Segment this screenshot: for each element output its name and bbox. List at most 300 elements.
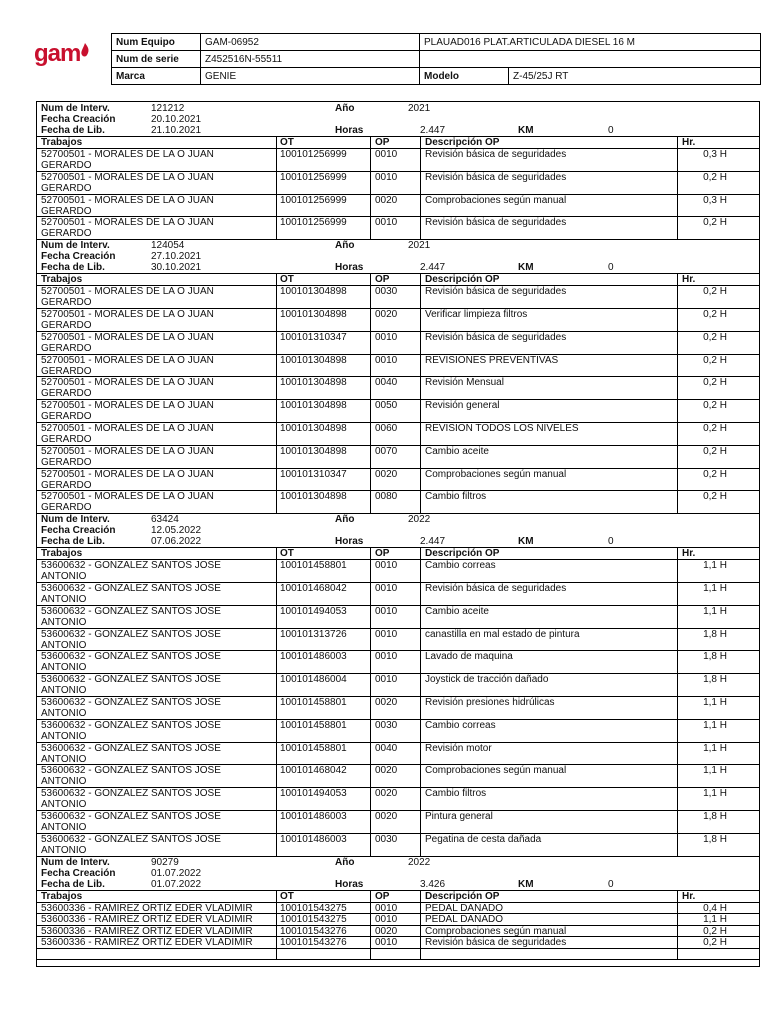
num-interv-value: 63424 [151, 514, 179, 526]
descripcion-value: Cambio correas [425, 560, 496, 572]
hr-value: 0,2 H [703, 309, 727, 320]
descripcion-value: Comprobaciones según manual [425, 194, 567, 206]
km-label: KM [518, 536, 534, 548]
km-value: 0 [608, 262, 614, 274]
anio-label: Año [335, 103, 355, 114]
num-interv-value: 90279 [151, 856, 179, 868]
trabajo-name-cont: ANTONIO [41, 822, 87, 833]
descripcion-value: Revisión presiones hidrúlicas [425, 697, 555, 708]
fecha-lib-label: Fecha de Lib. [41, 536, 105, 548]
trabajo-name-cont: ANTONIO [41, 844, 87, 856]
table-row [37, 650, 759, 673]
ot-value: 100101486003 [280, 651, 347, 663]
hr-header: Hr. [682, 890, 696, 902]
hr-value: 1,8 H [703, 833, 727, 845]
horas-value: 2.447 [420, 262, 446, 274]
descripcion-value: Pegatina de cesta dañada [425, 833, 542, 845]
trabajo-name: 53600336 - RAMIREZ ORTIZ EDER VLADIMIR [41, 937, 253, 949]
trabajo-name-cont: ANTONIO [41, 571, 87, 583]
anio-value: 2021 [408, 103, 431, 114]
trabajo-name-cont: GERARDO [41, 297, 92, 309]
hr-value: 1,1 H [703, 560, 727, 572]
hr-value: 0,2 H [703, 354, 727, 366]
hr-value: 1,8 H [703, 628, 727, 640]
trabajo-name: 52700501 - MORALES DE LA O JUAN [41, 331, 214, 343]
column-divider [677, 948, 678, 959]
op-value: 0020 [375, 925, 398, 937]
intervention-info [37, 239, 759, 273]
op-value: 0030 [375, 719, 398, 731]
anio-value: 2022 [408, 856, 431, 868]
ot-header: OT [280, 890, 294, 902]
modelo-label: Modelo [420, 68, 509, 85]
trabajo-name: 52700501 - MORALES DE LA O JUAN [41, 309, 214, 320]
trabajo-name: 53600632 - GONZALEZ SANTOS JOSE [41, 605, 221, 617]
fecha-lib-value: 21.10.2021 [151, 125, 202, 136]
trabajo-name: 52700501 - MORALES DE LA O JUAN [41, 423, 214, 434]
op-value: 0010 [375, 937, 398, 949]
fecha-lib-label: Fecha de Lib. [41, 878, 105, 890]
hr-value: 0,3 H [703, 149, 727, 160]
trabajo-name-cont: ANTONIO [41, 639, 87, 651]
ot-value: 100101304898 [280, 286, 347, 298]
trabajos-header: Trabajos [41, 890, 83, 902]
table-row [37, 216, 759, 239]
hr-value: 0,2 H [703, 468, 727, 480]
num-serie-label: Num de serie [112, 51, 201, 68]
fecha-lib-value: 01.07.2022 [151, 878, 202, 890]
fecha-creacion-label: Fecha Creación [41, 867, 116, 879]
descripcion-header: Descripción OP [425, 548, 500, 560]
op-value: 0030 [375, 833, 398, 845]
trabajo-name-cont: ANTONIO [41, 753, 87, 765]
ot-value: 100101458801 [280, 742, 347, 754]
trabajo-name: 53600632 - GONZALEZ SANTOS JOSE [41, 583, 221, 594]
trabajo-name: 52700501 - MORALES DE LA O JUAN [41, 286, 214, 298]
table-row [37, 764, 759, 787]
op-value: 0010 [375, 902, 398, 914]
table-row [37, 628, 759, 651]
horas-value: 2.447 [420, 125, 446, 136]
op-value: 0020 [375, 788, 398, 800]
trabajo-name: 53600336 - RAMIREZ ORTIZ EDER VLADIMIR [41, 902, 253, 914]
ot-value: 100101310347 [280, 331, 347, 343]
horas-label: Horas [335, 125, 364, 136]
op-value: 0040 [375, 742, 398, 754]
fecha-lib-value: 07.06.2022 [151, 536, 202, 548]
ot-value: 100101494053 [280, 788, 347, 800]
trabajo-name-cont: ANTONIO [41, 799, 87, 811]
descripcion-value: Revisión básica de seguridades [425, 149, 567, 160]
descripcion-value: Revisión básica de seguridades [425, 331, 567, 343]
op-value: 0010 [375, 605, 398, 617]
fecha-creacion-label: Fecha Creación [41, 251, 116, 263]
table-row [37, 582, 759, 605]
horas-label: Horas [335, 878, 364, 890]
descripcion-value: canastilla en mal estado de pintura [425, 628, 580, 640]
ot-value: 100101304898 [280, 309, 347, 320]
op-value: 0060 [375, 423, 398, 434]
ot-value: 100101304898 [280, 354, 347, 366]
trabajo-name-cont: ANTONIO [41, 616, 87, 628]
descripcion-value: Revisión básica de seguridades [425, 937, 567, 949]
trabajo-name: 53600632 - GONZALEZ SANTOS JOSE [41, 697, 221, 708]
column-headers [37, 273, 759, 285]
empty-cell [420, 51, 761, 68]
table-row [37, 787, 759, 810]
column-headers [37, 890, 759, 902]
trabajo-name: 52700501 - MORALES DE LA O JUAN [41, 400, 214, 412]
descripcion-value: Revisión básica de seguridades [425, 217, 567, 229]
table-row [37, 422, 759, 445]
trabajos-header: Trabajos [41, 548, 83, 560]
op-value: 0010 [375, 149, 398, 160]
num-interv-label: Num de Interv. [41, 514, 110, 526]
table-row [37, 171, 759, 194]
descripcion-value: Revisión básica de seguridades [425, 286, 567, 298]
hr-value: 0,3 H [703, 194, 727, 206]
column-divider [370, 273, 371, 513]
table-row [37, 810, 759, 833]
table-row [37, 285, 759, 308]
trabajo-name: 52700501 - MORALES DE LA O JUAN [41, 149, 214, 160]
hr-value: 1,1 H [703, 697, 727, 708]
horas-label: Horas [335, 262, 364, 274]
op-value: 0010 [375, 628, 398, 640]
op-value: 0020 [375, 309, 398, 320]
table-row [37, 719, 759, 742]
trabajo-name-cont: ANTONIO [41, 685, 87, 697]
fecha-creacion-label: Fecha Creación [41, 525, 116, 537]
op-value: 0040 [375, 377, 398, 389]
trabajo-name: 52700501 - MORALES DE LA O JUAN [41, 445, 214, 457]
trabajo-name: 52700501 - MORALES DE LA O JUAN [41, 377, 214, 389]
ot-value: 100101486003 [280, 833, 347, 845]
num-interv-label: Num de Interv. [41, 240, 110, 252]
ot-value: 100101458801 [280, 697, 347, 708]
ot-value: 100101468042 [280, 765, 347, 777]
trabajo-name-cont: ANTONIO [41, 594, 87, 605]
table-row [37, 376, 759, 399]
fecha-lib-label: Fecha de Lib. [41, 125, 105, 136]
hr-value: 1,8 H [703, 811, 727, 822]
table-row [37, 399, 759, 422]
ot-value: 100101543276 [280, 925, 347, 937]
num-interv-label: Num de Interv. [41, 856, 110, 868]
ot-value: 100101313726 [280, 628, 347, 640]
descripcion-header: Descripción OP [425, 137, 500, 148]
km-label: KM [518, 878, 534, 890]
descripcion-value: Revisión motor [425, 742, 492, 754]
descripcion-value: Revisión básica de seguridades [425, 171, 567, 183]
op-value: 0020 [375, 468, 398, 480]
trabajo-name-cont: GERARDO [41, 365, 92, 377]
trabajo-name: 52700501 - MORALES DE LA O JUAN [41, 354, 214, 366]
trabajo-name-cont: GERARDO [41, 342, 92, 354]
ot-value: 100101304898 [280, 423, 347, 434]
trabajo-name: 53600632 - GONZALEZ SANTOS JOSE [41, 719, 221, 731]
anio-label: Año [335, 240, 355, 252]
hr-value: 1,1 H [703, 583, 727, 594]
ot-value: 100101543275 [280, 902, 347, 914]
intervention-info [37, 856, 759, 890]
marca-label: Marca [112, 68, 201, 85]
hr-value: 1,8 H [703, 651, 727, 663]
trabajo-name: 52700501 - MORALES DE LA O JUAN [41, 468, 214, 480]
trabajo-name-cont: ANTONIO [41, 730, 87, 742]
trabajo-name: 53600632 - GONZALEZ SANTOS JOSE [41, 651, 221, 663]
fecha-creacion-value: 12.05.2022 [151, 525, 202, 537]
op-value: 0010 [375, 217, 398, 229]
trabajo-name: 52700501 - MORALES DE LA O JUAN [41, 171, 214, 183]
column-divider [370, 890, 371, 948]
descripcion-value: Lavado de maquina [425, 651, 513, 663]
trabajo-name: 53600632 - GONZALEZ SANTOS JOSE [41, 788, 221, 800]
flame-icon [80, 43, 90, 59]
descripcion-value: Revisión general [425, 400, 500, 412]
table-row [37, 696, 759, 719]
descripcion-value: Pintura general [425, 811, 493, 822]
descripcion-value: Joystick de tracción dañado [425, 674, 549, 686]
fecha-creacion-label: Fecha Creación [41, 114, 116, 125]
equipment-header [111, 33, 761, 85]
fecha-creacion-value: 27.10.2021 [151, 251, 202, 263]
column-headers [37, 136, 759, 148]
trabajo-name-cont: GERARDO [41, 320, 92, 331]
trabajos-header: Trabajos [41, 274, 83, 286]
op-header: OP [375, 890, 390, 902]
trabajo-name-cont: GERARDO [41, 205, 92, 217]
ot-value: 100101256999 [280, 171, 347, 183]
horas-value: 2.447 [420, 536, 446, 548]
km-value: 0 [608, 536, 614, 548]
table-row [37, 331, 759, 354]
table-row [37, 833, 759, 856]
op-header: OP [375, 548, 390, 560]
op-value: 0010 [375, 560, 398, 572]
descripcion-value: Comprobaciones según manual [425, 765, 567, 777]
fecha-creacion-value: 20.10.2021 [151, 114, 202, 125]
km-value: 0 [608, 878, 614, 890]
brand-text: gam [34, 40, 81, 67]
fecha-lib-value: 30.10.2021 [151, 262, 202, 274]
descripcion-value: REVISION TODOS LOS NIVELES [425, 423, 579, 434]
table-row [37, 559, 759, 582]
descripcion-value: Cambio aceite [425, 605, 489, 617]
descripcion-value: Cambio filtros [425, 491, 487, 503]
column-divider [677, 136, 678, 239]
interventions-table [36, 101, 760, 967]
trabajo-name-cont: GERARDO [41, 456, 92, 468]
table-row [37, 354, 759, 377]
column-divider [420, 948, 421, 959]
num-interv-value: 121212 [151, 103, 185, 114]
anio-value: 2022 [408, 514, 431, 526]
descripcion-value: Cambio filtros [425, 788, 487, 800]
table-row [37, 913, 759, 925]
table-row [37, 445, 759, 468]
trabajo-name-cont: GERARDO [41, 182, 92, 194]
ot-value: 100101256999 [280, 149, 347, 160]
trabajo-name: 52700501 - MORALES DE LA O JUAN [41, 194, 214, 206]
descripcion-value: Revisión Mensual [425, 377, 504, 389]
table-row [37, 490, 759, 513]
table-row [37, 936, 759, 948]
hr-header: Hr. [682, 137, 696, 148]
column-divider [276, 948, 277, 959]
trabajo-name: 53600632 - GONZALEZ SANTOS JOSE [41, 560, 221, 572]
table-row [37, 902, 759, 914]
column-divider [370, 547, 371, 855]
column-divider [420, 890, 421, 948]
op-value: 0030 [375, 286, 398, 298]
ot-value: 100101486003 [280, 811, 347, 822]
hr-value: 1,8 H [703, 674, 727, 686]
descripcion-value: Verificar limpieza filtros [425, 309, 528, 320]
column-divider [276, 890, 277, 948]
hr-value: 1,1 H [703, 765, 727, 777]
table-row [37, 148, 759, 171]
intervention-info [37, 102, 759, 136]
op-header: OP [375, 137, 390, 148]
trabajo-name: 53600632 - GONZALEZ SANTOS JOSE [41, 674, 221, 686]
ot-header: OT [280, 274, 294, 286]
descripcion-value: Comprobaciones según manual [425, 925, 567, 937]
ot-value: 100101256999 [280, 217, 347, 229]
ot-value: 100101486004 [280, 674, 347, 686]
trabajo-name-cont: GERARDO [41, 411, 92, 423]
ot-header: OT [280, 548, 294, 560]
trabajo-name: 53600632 - GONZALEZ SANTOS JOSE [41, 765, 221, 777]
ot-value: 100101304898 [280, 491, 347, 503]
ot-value: 100101468042 [280, 583, 347, 594]
op-value: 0080 [375, 491, 398, 503]
num-equipo-label: Num Equipo [112, 34, 201, 51]
trabajo-name: 53600336 - RAMIREZ ORTIZ EDER VLADIMIR [41, 914, 253, 926]
anio-label: Año [335, 856, 355, 868]
column-divider [677, 547, 678, 855]
ot-value: 100101458801 [280, 719, 347, 731]
horas-value: 3.426 [420, 878, 446, 890]
row-divider [37, 959, 759, 960]
descripcion-value: PEDAL DAÑADO [425, 902, 503, 914]
op-value: 0010 [375, 914, 398, 926]
hr-value: 0,2 H [703, 400, 727, 412]
descripcion-value: REVISIONES PREVENTIVAS [425, 354, 559, 366]
marca-value: GENIE [201, 68, 420, 85]
ot-value: 100101543276 [280, 937, 347, 949]
column-divider [677, 890, 678, 948]
hr-value: 0,2 H [703, 331, 727, 343]
ot-header: OT [280, 137, 294, 148]
table-row [37, 468, 759, 491]
anio-label: Año [335, 514, 355, 526]
num-interv-value: 124054 [151, 240, 185, 252]
trabajo-name-cont: ANTONIO [41, 708, 87, 719]
num-serie-value: Z452516N-55511 [201, 51, 420, 68]
ot-value: 100101256999 [280, 194, 347, 206]
table-row [37, 194, 759, 217]
num-interv-label: Num de Interv. [41, 103, 110, 114]
op-value: 0020 [375, 811, 398, 822]
table-row [37, 308, 759, 331]
trabajo-name-cont: ANTONIO [41, 776, 87, 788]
op-value: 0010 [375, 171, 398, 183]
trabajos-header: Trabajos [41, 137, 83, 148]
op-value: 0070 [375, 445, 398, 457]
trabajo-name-cont: GERARDO [41, 160, 92, 171]
hr-value: 0,2 H [703, 171, 727, 183]
hr-value: 0,2 H [703, 925, 727, 937]
descripcion-header: Descripción OP [425, 274, 500, 286]
descripcion-value: Cambio aceite [425, 445, 489, 457]
descripcion-value: Cambio correas [425, 719, 496, 731]
op-value: 0050 [375, 400, 398, 412]
column-divider [420, 547, 421, 855]
hr-value: 1,1 H [703, 719, 727, 731]
ot-value: 100101458801 [280, 560, 347, 572]
hr-value: 1,1 H [703, 605, 727, 617]
hr-value: 0,4 H [703, 902, 727, 914]
ot-value: 100101304898 [280, 400, 347, 412]
trabajo-name-cont: ANTONIO [41, 662, 87, 674]
ot-value: 100101304898 [280, 445, 347, 457]
fecha-lib-label: Fecha de Lib. [41, 262, 105, 274]
trabajo-name-cont: GERARDO [41, 502, 92, 514]
hr-value: 0,2 H [703, 445, 727, 457]
row-divider [37, 948, 759, 949]
table-row [37, 673, 759, 696]
hr-value: 0,2 H [703, 286, 727, 298]
column-divider [370, 136, 371, 239]
hr-value: 0,2 H [703, 423, 727, 434]
op-value: 0010 [375, 674, 398, 686]
trabajo-name: 52700501 - MORALES DE LA O JUAN [41, 491, 214, 503]
column-divider [276, 547, 277, 855]
table-row [37, 742, 759, 765]
hr-value: 0,2 H [703, 377, 727, 389]
trabajo-name: 53600632 - GONZALEZ SANTOS JOSE [41, 742, 221, 754]
km-value: 0 [608, 125, 614, 136]
horas-label: Horas [335, 536, 364, 548]
column-headers [37, 547, 759, 559]
trabajo-name: 53600336 - RAMIREZ ORTIZ EDER VLADIMIR [41, 925, 253, 937]
op-header: OP [375, 274, 390, 286]
ot-value: 100101310347 [280, 468, 347, 480]
op-value: 0010 [375, 583, 398, 594]
trabajo-name-cont: GERARDO [41, 434, 92, 445]
trabajo-name-cont: GERARDO [41, 228, 92, 240]
table-row [37, 605, 759, 628]
num-equipo-value: GAM-06952 [201, 34, 420, 51]
hr-header: Hr. [682, 274, 696, 286]
hr-value: 1,1 H [703, 914, 727, 926]
modelo-value: Z-45/25J RT [509, 68, 761, 85]
column-divider [276, 136, 277, 239]
intervention-info [37, 513, 759, 547]
gam-logo [34, 40, 104, 68]
equipment-description: PLAUAD016 PLAT.ARTICULADA DIESEL 16 M [420, 34, 761, 51]
trabajo-name: 53600632 - GONZALEZ SANTOS JOSE [41, 811, 221, 822]
trabajo-name-cont: GERARDO [41, 479, 92, 491]
hr-value: 1,1 H [703, 742, 727, 754]
trabajo-name: 53600632 - GONZALEZ SANTOS JOSE [41, 833, 221, 845]
trabajo-name: 53600632 - GONZALEZ SANTOS JOSE [41, 628, 221, 640]
table-row [37, 925, 759, 937]
op-value: 0020 [375, 194, 398, 206]
ot-value: 100101494053 [280, 605, 347, 617]
op-value: 0010 [375, 651, 398, 663]
